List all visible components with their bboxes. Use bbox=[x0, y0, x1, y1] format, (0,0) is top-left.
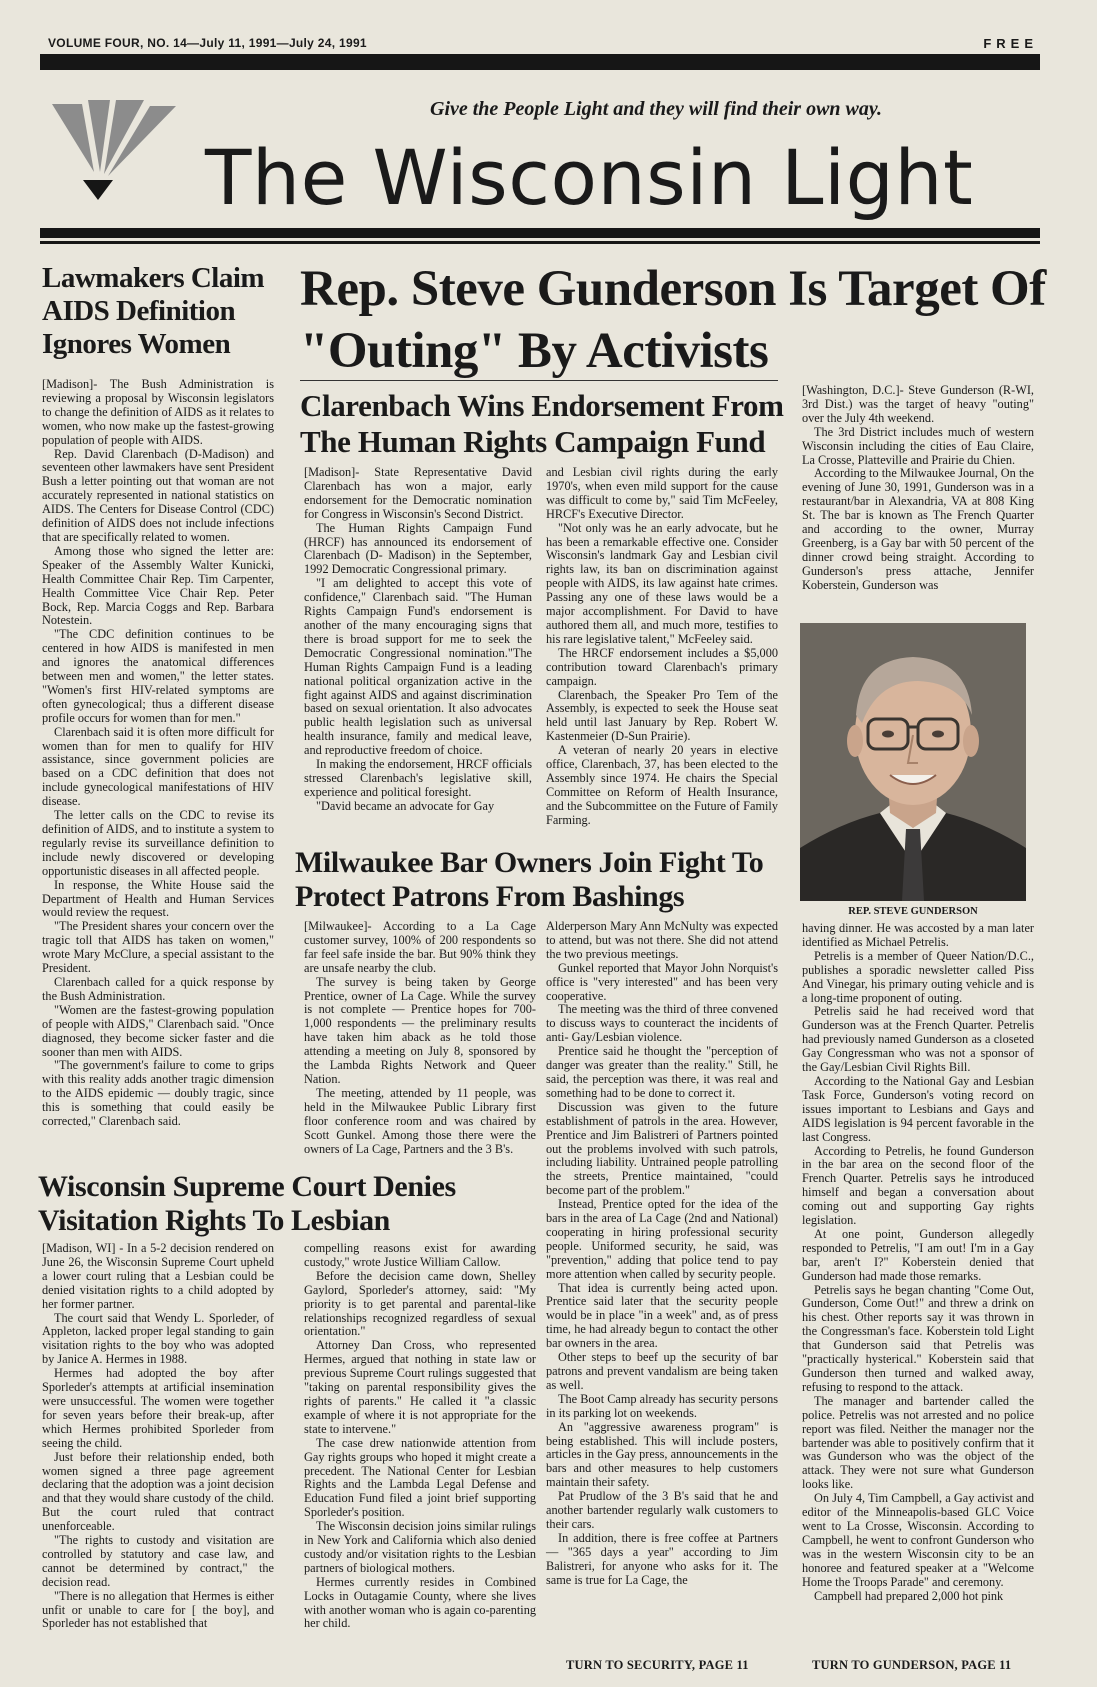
paragraph: Before the decision came down, Shelley Gaylord, Sporleder's attorney, said: "My priority is to get parental and parental-like relationships recognized regardless of sexual orientation." bbox=[304, 1268, 536, 1339]
paragraph: Other steps to beef up the security of bar patrons and prevent vandalism are being taken as well. bbox=[546, 1350, 778, 1392]
paragraph: "I am delighted to accept this vote of confidence," Clarenbach said. "The Human Rights Campaign Fund's endorsement is another of the many encouraging signs that there is broad support for me to seek the Democratic Congressional nomination."The Human Rights Campaign Fund is a leading national political organization active in the fight against AIDS and against discrimination based on sexual orientation. It also advocates public health legislation such as universal health insurance, family and medical leave, and reproductive freedom of choice. bbox=[304, 576, 532, 758]
gunderson-column-1 bbox=[802, 384, 1034, 593]
security-jump-line[interactable]: TURN TO SECURITY, PAGE 11 bbox=[566, 1658, 749, 1672]
paragraph: having dinner. He was accosted by a man later identified as Michael Petrelis. bbox=[802, 921, 1034, 949]
paragraph: The court said that Wendy L. Sporleder, of Appleton, lacked proper legal standing to gain visitation rights to the boy who was adopted by Janice A. Hermes in 1988. bbox=[42, 1310, 274, 1367]
masthead-title: The Wisconsin Light bbox=[205, 133, 974, 222]
paragraph: On July 4, Tim Campbell, a Gay activist and editor of the Minneapolis-based GLC Voice went to La Crosse, Wisconsin. According to Campbell, he went to confront Gunderson who was in the western Wisconsin city to be an honoree and featured speaker at a "Welcome Home the Troops Parade" and ceremony. bbox=[802, 1491, 1034, 1589]
clarenbach-column-1 bbox=[304, 466, 532, 814]
paragraph: compelling reasons exist for awarding custody," wrote Justice William Callow. bbox=[304, 1241, 536, 1269]
paragraph: "David became an advocate for Gay bbox=[316, 798, 495, 813]
paragraph: Alderperson Mary Ann McNulty was expected to attend, but was not there. She did not attend the two previous meetings. bbox=[546, 919, 778, 961]
paragraph: [Madison]- The Bush Administration is reviewing a proposal by Wisconsin legislators to change the definition of AIDS as it relates to women, who now make up the fastest-growing population of people with AIDS. bbox=[42, 377, 274, 447]
paragraph: Campbell had prepared 2,000 hot pink bbox=[814, 1588, 1004, 1603]
paragraph: Hermes had adopted the boy after Sporleder's attempts at artificial insemination were unsuccessful. The women were together for seven years before their break-up, after which Hermes prohibited Sporleder from seeing the child. bbox=[42, 1366, 274, 1450]
paragraph: According to Petrelis, he found Gunderson in the bar area on the second floor of the French Quarter. Petrelis says he introduced himself and began a conversation about coming out and supporting Gay rights legislation. bbox=[802, 1143, 1034, 1228]
volume-line bbox=[48, 36, 1038, 51]
divider bbox=[300, 380, 778, 381]
paragraph: According to the Milwaukee Journal, On the evening of June 30, 1991, Gunderson was in a restaurant/bar in Alexandria, VA at 808 King St. The bar is known as The French Quarter and according to the owner, Murray Greenberg, is a Gay bar with 50 percent of the dinner crowd being straight. According to Gunderson's press attache, Jennifer Koberstein, Gunderson was bbox=[802, 466, 1034, 592]
paragraph: Petrelis is a member of Queer Nation/D.C., publishes a sporadic newsletter called Piss And Vinegar, his primary outing vehicle and is a long-time proponent of outing. bbox=[802, 948, 1034, 1005]
clarenbach-column-2 bbox=[546, 466, 778, 828]
paragraph: In response, the White House said the Department of Health and Human Services would review the request. bbox=[42, 877, 274, 920]
masthead-bottom-rule bbox=[40, 241, 1040, 244]
paragraph: Just before their relationship ended, both women signed a three page agreement declaring that the adoption was a joint decision and that they would share custody of the child. But the court ruled that contract unenforceable. bbox=[42, 1449, 274, 1534]
paragraph: The Wisconsin decision joins similar rulings in New York and California which also denied custody and/or visitation rights to the Lesbian partners of biological mothers. bbox=[304, 1519, 536, 1575]
paragraph: Instead, Prentice opted for the idea of the bars in the area of La Cage (2nd and National) cooperating in hiring professional security people. Uniformed security, he said, was "prevention," adding that police tend to pay more attention when called by security people. bbox=[546, 1197, 778, 1281]
paragraph: Hermes currently resides in Combined Locks in Outagamie County, where she lives with another woman who is again co-parenting her child. bbox=[304, 1574, 536, 1631]
paragraph: The case drew nationwide attention from Gay rights groups who hoped it might create a precedent. The National Center for Lesbian Rights and the Lambda Legal Defense and Education Fund filed a joint brief supporting Sporleder's position. bbox=[304, 1435, 536, 1520]
paragraph: Pat Prudlow of the 3 B's said that he and another bartender regularly walk customers to their cars. bbox=[546, 1489, 778, 1531]
paragraph: The meeting, attended by 11 people, was held in the Milwaukee Public Library first floor conference room and was chaired by Scott Gunkel. Among those there were the owners of La Cage, Partners and the 3 B's. bbox=[304, 1085, 536, 1156]
paragraph: According to the National Gay and Lesbian Task Force, Gunderson's voting record on issues important to Lesbians and Gays and AIDS legislation is 94 percent favorable in the last Congress. bbox=[802, 1073, 1034, 1144]
paragraph: In making the endorsement, HRCF officials stressed Clarenbach's legislative skill, experience and political foresight. bbox=[304, 757, 532, 799]
paragraph: "Women are the fastest-growing population of people with AIDS," Clarenbach said. "Once diagnosed, they become sicker faster and die sooner than men with AIDS. bbox=[42, 1002, 274, 1059]
gunderson-jump-line[interactable]: TURN TO GUNDERSON, PAGE 11 bbox=[812, 1658, 1012, 1672]
paragraph: The manager and bartender called the police. Petrelis was not arrested and no police report was filed. Neither the manager nor the bartender was able to positively confirm that it was Gunderson who was the object of the attack. They were not sure what Gunderson looks like. bbox=[802, 1393, 1034, 1492]
paragraph: Petrelis said he had received word that Gunderson was at the French Quarter. Petrelis had previously named Gunderson as a closeted Gay Congressman who was not a sponsor of the Gay/Lesbian Civil Rights Bill. bbox=[802, 1004, 1034, 1075]
masthead-motto: Give the People Light and they will find their own way. bbox=[430, 98, 883, 120]
paragraph: "Not only was he an early advocate, but he has been a remarkable effective one. Consider Wisconsin's landmark Gay and Lesbian civil rights law, its ban on discrimination against people with AIDS, its law against hate crimes. Passing any one of these laws would be a major accomplishment. For David to have authored them all, and much more, testifies to his rare legislative talent," McFeeley said. bbox=[546, 520, 778, 646]
paragraph: [Washington, D.C.]- Steve Gunderson (R-WI, 3rd Dist.) was the target of heavy "outing" over the July 4th weekend. bbox=[802, 383, 1034, 425]
paragraph: "The rights to custody and visitation are controlled by statutory and case law, and cannot be determined by contract," the decision read. bbox=[42, 1533, 274, 1589]
court-column-2 bbox=[304, 1242, 536, 1631]
paragraph: "The President shares your concern over the tragic toll that AIDS has taken on women," wrote Mary McClure, a special assistant to the President. bbox=[42, 919, 274, 976]
paragraph: In addition, there is free coffee at Partners — "365 days a year" according to Jim Balistreri, for anyone who asks for it. The same is true for La Cage, the bbox=[546, 1530, 778, 1587]
masthead-bottom-bar bbox=[40, 228, 1040, 238]
price-label: FREE bbox=[983, 36, 1038, 51]
clarenbach-headline: Clarenbach Wins Endorsement From The Human Rights Campaign Fund bbox=[300, 388, 784, 459]
bar-story-headline: Milwaukee Bar Owners Join Fight To Protect Patrons From Bashings bbox=[295, 846, 764, 913]
paragraph: Prentice said he thought the "perception of danger was greater than the reality." Still, he said, the perception was there, it was real and something had to be done to correct it. bbox=[546, 1044, 778, 1100]
main-story-headline: Rep. Steve Gunderson Is Target Of "Outing" By Activists bbox=[300, 261, 1046, 379]
paragraph: Discussion was given to the future establishment of patrols in the area. However, Prentice and Jim Balistreri of Partners pointed out the problems involved with such patrols, including liability. Untrained people patrolling the streets, Prentice maintained, "could become part of the problem." bbox=[546, 1099, 778, 1198]
logo-triangle-icon bbox=[48, 92, 198, 202]
paragraph: The survey is being taken by George Prentice, owner of La Cage. While the survey is not complete — Prentice hopes for 700-1,000 respondents — the preliminary results have taken him aback as he told those attending a meeting on July 8, sponsored by the Lambda Rights Network and Queer Nation. bbox=[304, 974, 536, 1086]
paragraph: "The CDC definition continues to be centered in how AIDS is manifested in men and ignores the anatomical differences between men and women," the letter states. "Women's first HIV-related symptoms are often gynecological; thus a different disease profile occurs for women than for men." bbox=[42, 627, 274, 725]
paragraph: Rep. David Clarenbach (D-Madison) and seventeen other lawmakers have sent President Bush a letter pointing out that woman are not accurately represented in national statistics on AIDS. The Centers for Disease Control (CDC) definition of AIDS does not include infections that are specifically related to women. bbox=[42, 446, 274, 544]
paragraph: The Human Rights Campaign Fund (HRCF) has announced its endorsement of Clarenbach (D- Madison) in the September, 1992 Democratic Congressional primary. bbox=[304, 520, 532, 577]
masthead-top-bar bbox=[40, 54, 1040, 70]
paragraph: A veteran of nearly 20 years in elective office, Clarenbach, 37, has been elected to the Assembly since 1974. He chairs the Special Committee on Reform of Health Insurance, and the Subcommittee on the Future of Family Farming. bbox=[546, 743, 778, 827]
paragraph: At one point, Gunderson allegedly responded to Petrelis, "I am out! I'm in a Gay bar, aren't I?" Koberstein denied that Gunderson had made those remarks. bbox=[802, 1226, 1034, 1283]
side-story-headline: Lawmakers Claim AIDS Definition Ignores Women bbox=[42, 262, 265, 360]
paragraph: Clarenbach, the Speaker Pro Tem of the Assembly, is expected to seek the House seat held until last January by Rep. Robert W. Kastenmeier (D-Sun Prairie). bbox=[546, 687, 778, 744]
paragraph: Among those who signed the letter are: Speaker of the Assembly Walter Kunicki, Health Committee Chair Rep. Tim Carpenter, Health Committee Vice Chair Rep. Peter Bock, Rep. Marcia Coggs and Rep. Barbara Notestein. bbox=[42, 543, 274, 628]
gunderson-photo bbox=[800, 623, 1026, 901]
paragraph: The letter calls on the CDC to revise its definition of AIDS, and to institute a system to regularly revise its surveillance definition to include newly discovered or developing opportunistic diseases in all affected people. bbox=[42, 808, 274, 878]
paragraph: The 3rd District includes much of western Wisconsin including the cities of Eau Claire, La Crosse, Platteville and Prairie du Chien. bbox=[802, 424, 1034, 467]
portrait-image-icon bbox=[800, 623, 1026, 901]
paragraph: Clarenbach called for a quick response by the Bush Administration. bbox=[42, 974, 274, 1003]
court-column-1 bbox=[42, 1242, 274, 1631]
bar-column-1 bbox=[304, 920, 536, 1156]
paragraph: Attorney Dan Cross, who represented Hermes, argued that nothing in state law or previous Supreme Court rulings suggested that "taking on parental responsibility gives the rights of parents." He called it "a classic example of where it is not appropriate for the state to intervene." bbox=[304, 1338, 536, 1436]
side-story-body bbox=[42, 378, 274, 1129]
bar-column-2 bbox=[546, 920, 778, 1588]
court-story-headline: Wisconsin Supreme Court Denies Visitation Rights To Lesbian bbox=[38, 1170, 456, 1237]
paragraph: Clarenbach said it is often more difficult for women than for men to qualify for HIV assistance, since government policies are based on a CDC definition that does not include gynecological manifestations of HIV disease. bbox=[42, 724, 274, 809]
paragraph: That idea is currently being acted upon. Prentice said later that the security people would be in place "in a week" and, as of press time, he had already begun to contact the other bar owners in the area. bbox=[546, 1280, 778, 1351]
paragraph: The meeting was the third of three convened to discuss ways to counteract the incidents of anti- Gay/Lesbian violence. bbox=[546, 1002, 778, 1045]
paragraph: An "aggressive awareness program" is being established. This will include posters, articles in the Gay press, announcements in the bars and other measures to help customers maintain their safety. bbox=[546, 1419, 778, 1490]
paragraph: [Madison]- State Representative David Clarenbach has won a major, early endorsement for the Democratic nomination for Congress in Wisconsin's Second District. bbox=[304, 465, 532, 521]
paragraph: [Milwaukee]- According to a La Cage customer survey, 100% of 200 respondents so far feel safe inside the bar. But 90% think they are unsafe nearby the club. bbox=[304, 919, 536, 975]
paragraph: [Madison, WI] - In a 5-2 decision rendered on June 26, the Wisconsin Supreme Court upheld a lower court ruling that a Lesbian could be denied visitation rights to a child adopted by her former partner. bbox=[42, 1241, 274, 1311]
photo-caption: REP. STEVE GUNDERSON bbox=[848, 906, 978, 917]
gunderson-column-2 bbox=[802, 922, 1034, 1603]
issue-date: VOLUME FOUR, NO. 14—July 11, 1991—July 24, 1991 bbox=[48, 36, 367, 50]
paragraph: "The government's failure to come to grips with this reality adds another tragic dimension to the AIDS epidemic — doubly tragic, since this is something that could easily be corrected," Clarenbach said. bbox=[42, 1058, 274, 1129]
paragraph: The Boot Camp already has security persons in its parking lot on weekends. bbox=[546, 1391, 778, 1420]
paragraph: The HRCF endorsement includes a $5,000 contribution toward Clarenbach's primary campaign. bbox=[546, 645, 778, 688]
paragraph: and Lesbian civil rights during the early 1970's, when even mild support for the cause was difficult to come by," said Tim McFeeley, HRCF's Executive Director. bbox=[546, 465, 778, 521]
paragraph: "There is no allegation that Hermes is either unfit or unable to care for [ the boy], and Sporleder has not established that bbox=[42, 1588, 274, 1631]
paragraph: Petrelis says he began chanting "Come Out, Gunderson, Come Out!" and threw a drink on his chest. Other reports say it was thrown in the Congressman's face. Koberstein told Light that Gunderson said that Petrelis was "practically hysterical." Koberstein said that Gunderson then turned and walked away, refusing to respond to the attack. bbox=[802, 1282, 1034, 1394]
paragraph: Gunkel reported that Mayor John Norquist's office is "very interested" and has been very cooperative. bbox=[546, 960, 778, 1003]
